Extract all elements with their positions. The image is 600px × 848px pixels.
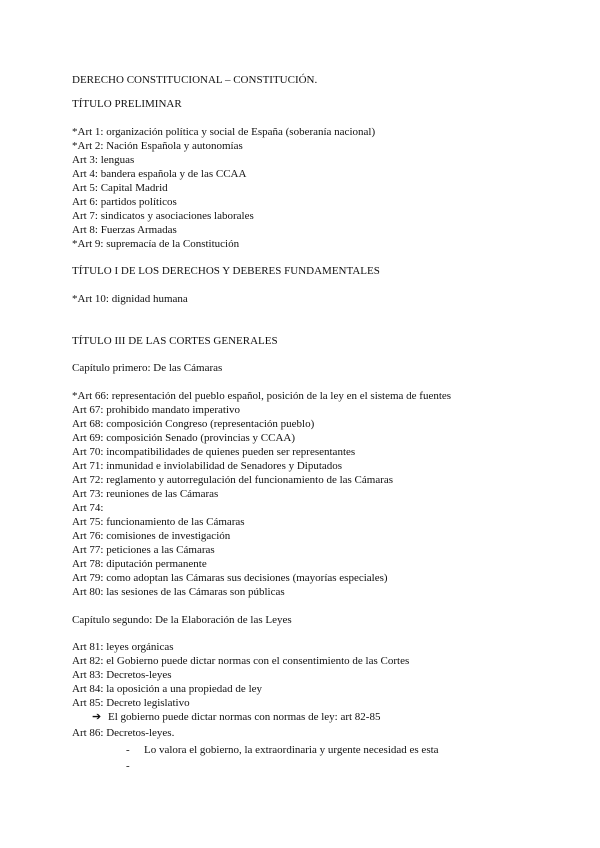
article-line: Art 70: incompatibilidades de quienes pueden ser representantes (72, 446, 356, 458)
arrow-right-icon: ➔ (92, 711, 102, 723)
article-line: *Art 1: organización política y social de España (soberanía nacional) (72, 126, 376, 138)
article-line: *Art 2: Nación Española y autonomías (72, 140, 243, 152)
article-line: Art 79: como adoptan las Cámaras sus decisiones (mayorías especiales) (72, 572, 388, 584)
article-line: Art 82: el Gobierno puede dictar normas con el consentimiento de las Cortes (72, 655, 410, 667)
arrow-note-text: El gobierno puede dictar normas con normas de ley: art 82-85 (108, 711, 381, 723)
article-line: Art 78: diputación permanente (72, 558, 207, 570)
article-line: Art 69: composición Senado (provincias y CCAA) (72, 432, 296, 444)
article-line: Art 83: Decretos-leyes (72, 669, 172, 681)
article-line: Art 71: inmunidad e inviolabilidad de Senadores y Diputados (72, 460, 343, 472)
article-line: Art 84: la oposición a una propiedad de ley (72, 683, 263, 695)
article-line: Art 7: sindicatos y asociaciones laborales (72, 210, 254, 222)
titulo-preliminar-heading: TÍTULO PRELIMINAR (72, 98, 182, 110)
article-line: Art 81: leyes orgánicas (72, 641, 174, 653)
article-line: *Art 9: supremacía de la Constitución (72, 238, 240, 250)
article-line: Art 86: Decretos-leyes. (72, 727, 175, 739)
article-line: Art 85: Decreto legislativo (72, 697, 190, 709)
document-title: DERECHO CONSTITUCIONAL – CONSTITUCIÓN. (72, 74, 318, 86)
titulo-iii-heading: TÍTULO III DE LAS CORTES GENERALES (72, 335, 278, 347)
article-line: Art 74: (72, 502, 104, 514)
article-line: Art 4: bandera española y de las CCAA (72, 168, 247, 180)
article-line: *Art 66: representación del pueblo español, posición de la ley en el sistema de fuentes (72, 390, 452, 402)
article-line: Art 80: las sesiones de las Cámaras son públicas (72, 586, 285, 598)
article-line: Art 72: reglamento y autorregulación del funcionamiento de las Cámaras (72, 474, 394, 486)
bullet-item (126, 760, 144, 774)
dash-marker: - (126, 760, 130, 772)
article-line: Art 67: prohibido mandato imperativo (72, 404, 241, 416)
article-line: Art 77: peticiones a las Cámaras (72, 544, 215, 556)
article-line: Art 5: Capital Madrid (72, 182, 168, 194)
article-line: Art 8: Fuerzas Armadas (72, 224, 177, 236)
bullet-text: Lo valora el gobierno, la extraordinaria y urgente necesidad es esta (144, 744, 439, 756)
article-line: Art 6: partidos políticos (72, 196, 177, 208)
dash-marker: - (126, 744, 130, 756)
arrow-note (92, 711, 380, 725)
capitulo-primero-heading: Capítulo primero: De las Cámaras (72, 362, 223, 374)
article-line: Art 75: funcionamiento de las Cámaras (72, 516, 245, 528)
article-line: Art 3: lenguas (72, 154, 135, 166)
article-line: Art 76: comisiones de investigación (72, 530, 231, 542)
bullet-item (126, 744, 439, 758)
titulo-i-heading: TÍTULO I DE LOS DERECHOS Y DEBERES FUNDAMENTALES (72, 265, 380, 277)
capitulo-segundo-heading: Capítulo segundo: De la Elaboración de las Leyes (72, 614, 292, 626)
article-line: Art 68: composición Congreso (representación pueblo) (72, 418, 315, 430)
article-line: Art 73: reuniones de las Cámaras (72, 488, 219, 500)
article-line: *Art 10: dignidad humana (72, 293, 188, 305)
